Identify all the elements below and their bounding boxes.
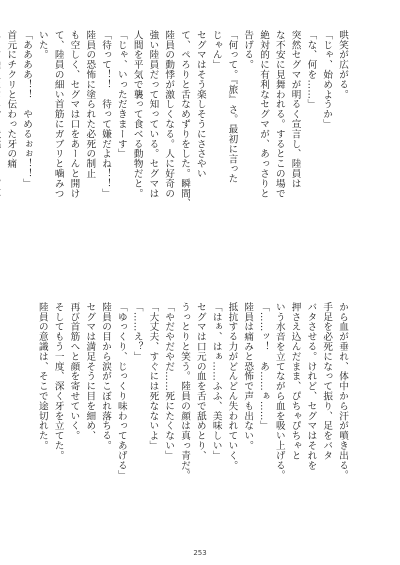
text-column: 「……ッ！ あ……ぁ……」 <box>258 302 270 431</box>
text-column: うっとりと笑う。陸員の顔は真っ青だ。 <box>179 302 191 481</box>
text-column: いた。 <box>36 30 48 60</box>
text-column: 「な、何を……」 <box>305 30 317 110</box>
text-column: 手足を必死になって振り、足をバタ <box>321 302 333 461</box>
text-column: 「はぁ、はぁ……ふふ、美味しい」 <box>210 302 222 461</box>
text-column: 哄笑が広がる。 <box>337 30 348 100</box>
text-column: 絶対的に有利なセグマが、あっさりと <box>258 30 270 199</box>
text-column: セグマはそう楽しそうにささやい <box>194 30 206 179</box>
upper-text-tier <box>5 30 350 276</box>
text-column: じゃん」 <box>210 30 222 70</box>
text-column: 陸員の動悸が激しくなる。人に好奇の <box>163 30 175 199</box>
text-column: 抵抗する力がどんどん失われていく。 <box>226 302 238 471</box>
text-column: 突然セグマが明るく宣言し、陸員は <box>289 30 301 189</box>
text-column: 再び首筋へと顔を寄せていく。 <box>68 302 80 441</box>
text-column: セグマは満足そうに目を細め、 <box>84 302 96 441</box>
text-column: 陸員の恐怖に塗られた必死の制止 <box>84 30 96 179</box>
text-column: 陸員の意識は、そこで途切れた。 <box>36 302 48 451</box>
text-column: 「大丈夫、すぐには死なないよ」 <box>147 302 159 451</box>
page-number: 253 <box>193 549 207 557</box>
text-column: 強い陸員だって知っている。セグマは <box>147 30 159 199</box>
text-column: から血が垂れ、体中から汗が噴き出る。 <box>337 302 348 481</box>
text-column: 押さえ込んだまま、ぴちゃぴちゃと <box>289 302 301 461</box>
text-column: 告げる。 <box>242 30 254 70</box>
text-column: も空しく、セグマは口をあーんと開け <box>68 30 80 199</box>
lower-text-tier <box>36 302 350 540</box>
text-column: いう水音を立てながら血を吸い上げる。 <box>273 302 285 481</box>
text-column: な不安に見舞われる。するとこの場で <box>273 30 285 199</box>
text-column: バタさせる。けれど、セグマはそれを <box>305 302 317 471</box>
text-column: 「じゃ、いっただきまーす」 <box>115 30 127 159</box>
text-column: て、陸員の細い首筋にガブリと噛みつ <box>52 30 64 199</box>
text-column: 陸員は痛みと恐怖で声も出ない。 <box>242 302 254 451</box>
text-column: 「……え？」 <box>131 302 143 362</box>
text-column: 首元にチクリと伝わった牙の痛 <box>5 30 17 169</box>
text-column: そしてもう一度、深く牙を立てた。 <box>52 302 64 461</box>
text-column: 「待って！！ 待って嫌だよね！！」 <box>100 30 112 199</box>
text-column: 「ああああ！！ やめるぉぉ！！」 <box>21 30 33 189</box>
text-column: 人間を平気で襲って食べる動物だと。 <box>131 30 143 199</box>
text-column: 「何って。『旅』さ。最初に言った <box>226 30 238 184</box>
text-column: 「じゃ、始めようか」 <box>321 30 333 129</box>
text-column: 陸員の目から涙がこぼれ落ちる。 <box>100 302 112 451</box>
text-column: て、ペろりと舌なめずりをした。瞬間、 <box>179 30 191 209</box>
text-column: セグマは口元の血を舌で舐めとり、 <box>194 302 206 461</box>
text-column: 「ゆっくり、じっくり味わってあげる」 <box>115 302 127 481</box>
text-column: 「やだやだやだ……死にたくない」 <box>163 302 175 461</box>
